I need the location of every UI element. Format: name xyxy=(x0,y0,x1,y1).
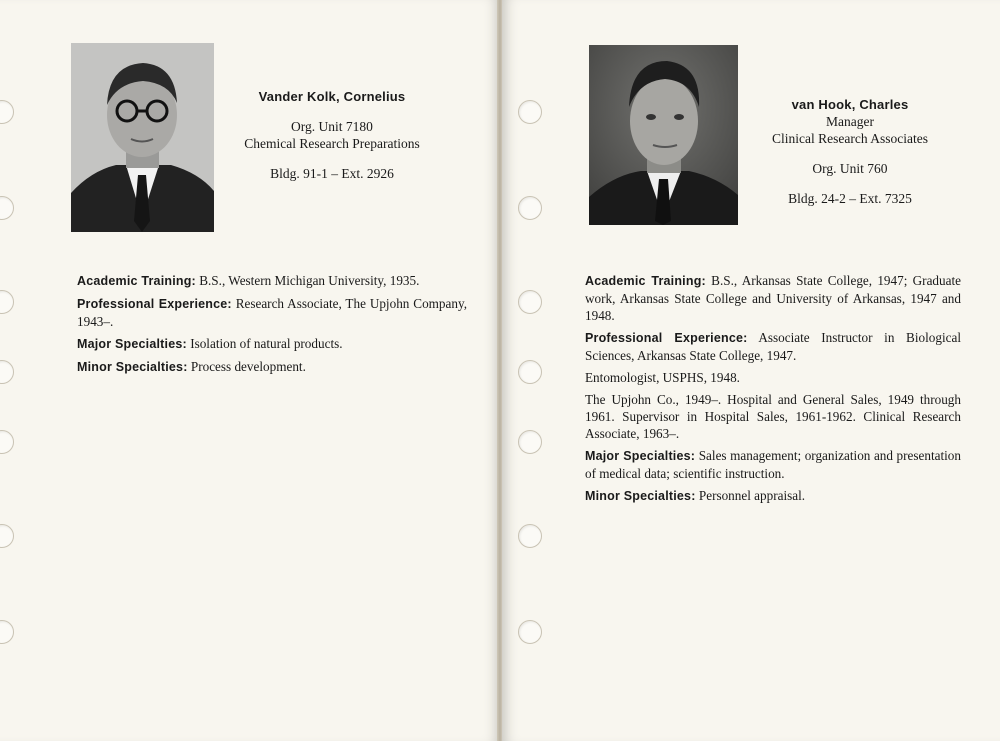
binder-hole xyxy=(0,620,14,644)
binder-hole xyxy=(0,196,14,220)
binder-hole xyxy=(518,290,542,314)
binder-hole xyxy=(518,100,542,124)
binder-hole xyxy=(518,620,542,644)
binder-hole xyxy=(0,524,14,548)
academic-training: Academic Training: B.S., Western Michigan University, 1935. xyxy=(77,273,420,288)
building-extension: Bldg. 24-2 – Ext. 7325 xyxy=(788,191,912,206)
biography xyxy=(585,272,961,510)
right-page xyxy=(502,0,1000,741)
binder-hole xyxy=(518,196,542,220)
org-unit: Org. Unit 7180 xyxy=(291,119,373,134)
binder-hole xyxy=(0,290,14,314)
experience-entry: Entomologist, USPHS, 1948. xyxy=(585,370,740,385)
binder-hole xyxy=(518,360,542,384)
person-name: Vander Kolk, Cornelius xyxy=(258,89,406,104)
department: Clinical Research Associates xyxy=(772,131,928,146)
binder-hole xyxy=(0,360,14,384)
professional-experience: Professional Experience: Research Associate, The Upjohn Company, 1943–. xyxy=(77,296,468,329)
academic-training: Academic Training: B.S., Arkansas State College, 1947; Graduate work, Arkansas State College and University of Arkansas, 1947 and 1948. xyxy=(585,273,961,323)
professional-experience: Professional Experience: Associate Instructor in Biological Sciences, Arkansas State College, 1947. xyxy=(585,330,961,363)
minor-specialties: Minor Specialties: Process development. xyxy=(77,359,306,374)
minor-specialties: Minor Specialties: Personnel appraisal. xyxy=(585,488,806,503)
person-info xyxy=(744,96,956,207)
binder-hole xyxy=(518,430,542,454)
person-info xyxy=(222,88,442,182)
job-title: Manager xyxy=(826,114,874,129)
major-specialties: Major Specialties: Isolation of natural products. xyxy=(77,336,343,351)
department: Chemical Research Preparations xyxy=(244,136,420,151)
binder-hole xyxy=(518,524,542,548)
binder-hole xyxy=(0,100,14,124)
major-specialties: Major Specialties: Sales management; organization and presentation of medical data; scientific instruction. xyxy=(585,448,961,481)
biography xyxy=(77,272,467,381)
binder-hole xyxy=(0,430,14,454)
left-page xyxy=(0,0,498,741)
portrait-photo xyxy=(71,43,214,232)
person-name: van Hook, Charles xyxy=(791,97,909,112)
experience-entry: The Upjohn Co., 1949–. Hospital and General Sales, 1949 through 1961. Supervisor in Hospital Sales, 1961-1962. Clinical Research Associate, 1963–. xyxy=(585,392,961,441)
building-extension: Bldg. 91-1 – Ext. 2926 xyxy=(270,166,394,181)
portrait-photo xyxy=(589,45,738,225)
org-unit: Org. Unit 760 xyxy=(812,161,888,176)
